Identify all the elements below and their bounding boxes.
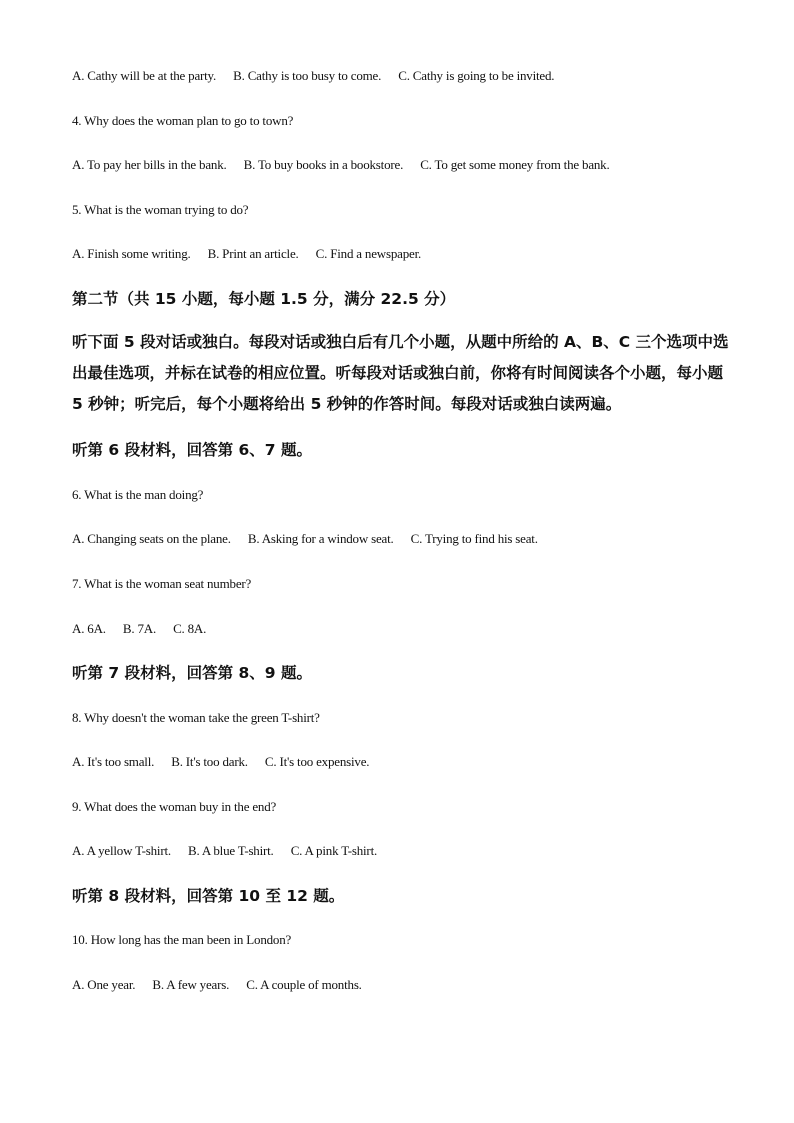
material-6-heading: 听第 6 段材料，回答第 6、7 题。: [72, 441, 312, 459]
q8-options: [72, 754, 369, 770]
q6-option-a: A. Changing seats on the plane.: [72, 531, 231, 546]
q7-options: [72, 621, 206, 637]
q10-option-a: A. One year.: [72, 977, 136, 992]
q5-option-a: A. Finish some writing.: [72, 246, 191, 261]
q7-option-a: A. 6A.: [72, 621, 106, 636]
q7-question: 7. What is the woman seat number?: [72, 576, 252, 591]
q6-question: 6. What is the man doing?: [72, 487, 204, 502]
q5-option-c: C. Find a newspaper.: [315, 246, 422, 261]
q5-options: [72, 246, 421, 262]
q9-options: [72, 843, 377, 859]
q3-option-b: B. Cathy is too busy to come.: [233, 68, 382, 83]
section-2-heading: 第二节（共 15 小题，每小题 1.5 分，满分 22.5 分）: [72, 290, 456, 308]
q8-option-b: B. It's too dark.: [171, 754, 248, 769]
q10-option-b: B. A few years.: [152, 977, 230, 992]
q4-options: [72, 157, 610, 173]
q10-options: [72, 977, 362, 993]
q10-question: 10. How long has the man been in London?: [72, 932, 292, 947]
q4-option-b: B. To buy books in a bookstore.: [243, 157, 404, 172]
q9-option-c: C. A pink T-shirt.: [290, 843, 378, 858]
q6-options: [72, 531, 538, 547]
q5-question: 5. What is the woman trying to do?: [72, 202, 249, 217]
q7-option-c: C. 8A.: [173, 621, 207, 636]
q3-option-a: A. Cathy will be at the party.: [72, 68, 217, 83]
q5-option-b: B. Print an article.: [207, 246, 299, 261]
q4-option-c: C. To get some money from the bank.: [420, 157, 610, 172]
material-7-heading: 听第 7 段材料，回答第 8、9 题。: [72, 664, 312, 682]
q8-option-c: C. It's too expensive.: [264, 754, 370, 769]
q9-question: 9. What does the woman buy in the end?: [72, 799, 277, 814]
q6-option-b: B. Asking for a window seat.: [247, 531, 394, 546]
q3-option-c: C. Cathy is going to be invited.: [398, 68, 555, 83]
q8-option-a: A. It's too small.: [72, 754, 155, 769]
q3-options: [72, 68, 554, 84]
q7-option-b: B. 7A.: [122, 621, 156, 636]
q6-option-c: C. Trying to find his seat.: [410, 531, 538, 546]
q4-option-a: A. To pay her bills in the bank.: [72, 157, 227, 172]
q10-option-c: C. A couple of months.: [246, 977, 362, 992]
q4-question: 4. Why does the woman plan to go to town?: [72, 113, 294, 128]
q8-question: 8. Why doesn't the woman take the green T-shirt?: [72, 710, 320, 725]
q9-option-a: A. A yellow T-shirt.: [72, 843, 171, 858]
material-8-heading: 听第 8 段材料，回答第 10 至 12 题。: [72, 887, 345, 905]
section-2-instructions: 听下面 5 段对话或独白。每段对话或独白后有几个小题，从题中所给的 A、B、C 三个选项中选出最佳选项，并标在试卷的相应位置。听每段对话或独白前，你将有时间阅读各个小题，每小题 5 秒钟；听完后，每个小题将给出 5 秒钟的作答时间。每段对话或独白读两遍。: [72, 333, 729, 413]
q9-option-b: B. A blue T-shirt.: [188, 843, 274, 858]
